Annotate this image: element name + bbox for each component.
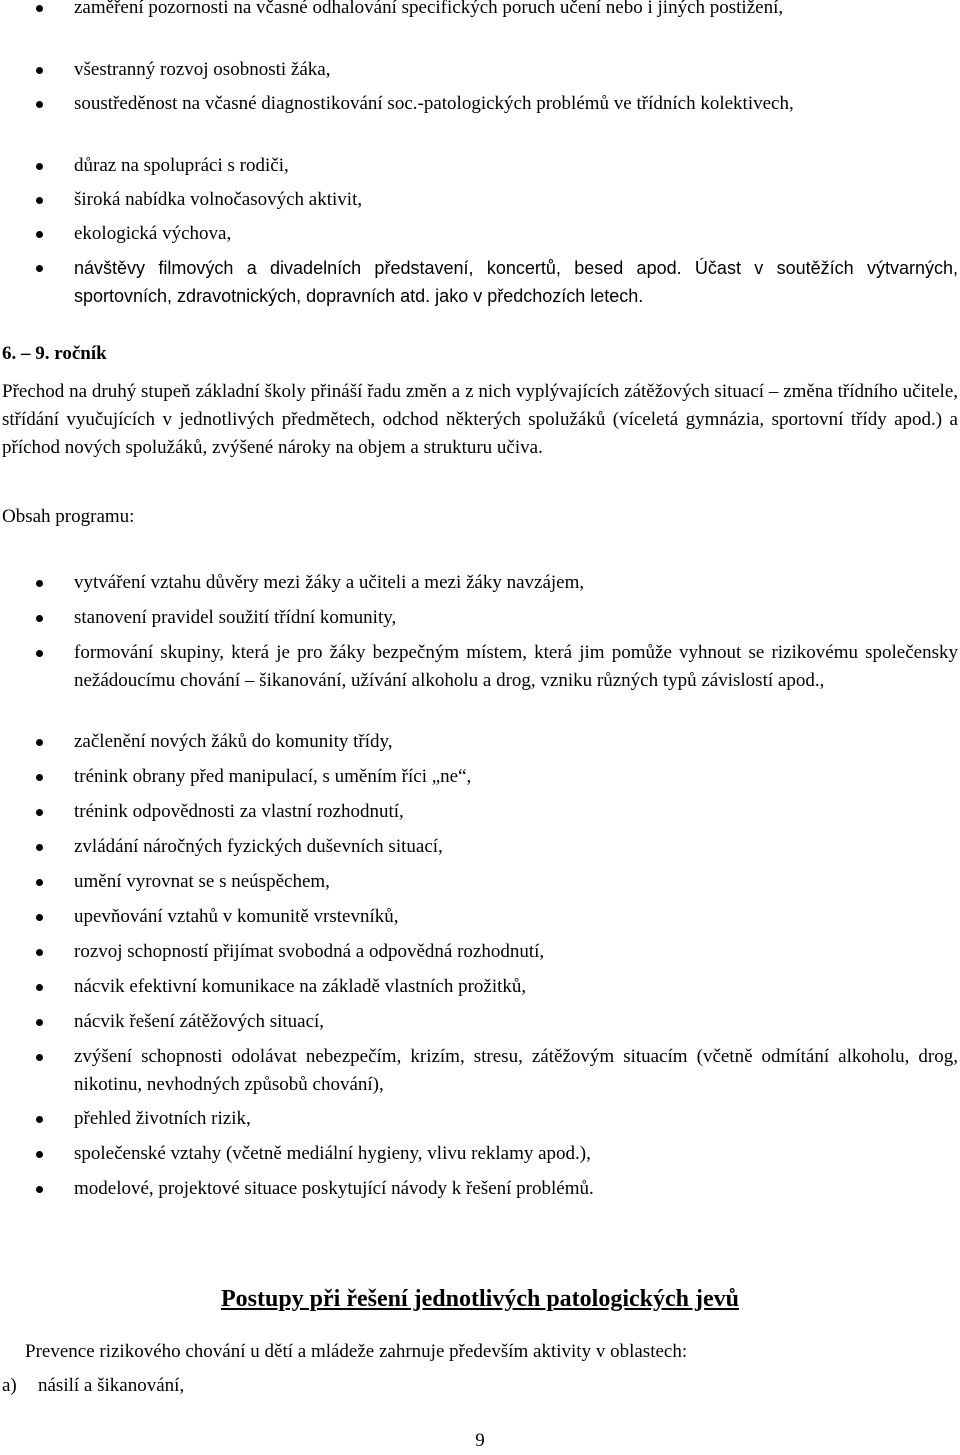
intro-paragraph: Přechod na druhý stupeň základní školy přináší řadu změn a z nich vyplývajících zátěžových situací – změna třídního učitele, střídání vyučujících v jednotlivých předmětech, odchod některých spolužáků (víceletá gymnázia, sportovní třídy apod.) a příchod nových spolužáků, zvýšené nároky na objem a strukturu učiva. (2, 381, 958, 458)
prevention-text: Prevence rizikového chování u dětí a mládeže zahrnuje především aktivity v oblastech: (25, 1341, 688, 1362)
list-item: umění vyrovnat se s neúspěchem, (0, 868, 960, 903)
bullet-icon (36, 1116, 43, 1123)
list-item: trénink odpovědnosti za vlastní rozhodnutí, (0, 798, 960, 833)
item-text: násilí a šikanování, (38, 1375, 185, 1396)
bullet-icon (36, 1186, 43, 1193)
list-item: ekologická výchova, (0, 220, 960, 254)
bullet-icon (36, 67, 43, 74)
list-item: stanovení pravidel soužití třídní komunity, (0, 604, 960, 639)
bullet-icon (36, 101, 43, 108)
bullet-icon (36, 5, 43, 12)
list-item: formování skupiny, která je pro žáky bezpečným místem, která jim pomůže vyhnout se rizikovému společensky nežádoucímu chování – šikanování, užívání alkoholu a drog, vzniku různých typů závislostí apod., (0, 639, 960, 728)
bullet-icon (36, 580, 43, 587)
bullet-icon (36, 231, 43, 238)
bullet-icon (36, 615, 43, 622)
list-item: návštěvy filmových a divadelních představení, koncertů, besed apod. Účast v soutěžích výtvarných, sportovních, zdravotnických, dopravních atd. jako v předchozích letech. (0, 254, 960, 316)
activities-list (0, 0, 960, 316)
item-label: a) (2, 1375, 17, 1396)
bullet-icon (36, 1054, 43, 1061)
list-item: všestranný rozvoj osobnosti žáka, (0, 56, 960, 90)
list-item: zaměření pozornosti na včasné odhalování specifických poruch učení nebo i jiných postižení, (0, 0, 960, 56)
list-item: důraz na spolupráci s rodiči, (0, 152, 960, 186)
bullet-icon (36, 879, 43, 886)
list-item: modelové, projektové situace poskytující návody k řešení problémů. (0, 1175, 960, 1210)
list-item: soustředěnost na včasné diagnostikování soc.-patologických problémů ve třídních kolektivech, (0, 90, 960, 152)
bullet-icon (36, 650, 43, 657)
program-label: Obsah programu: (2, 506, 135, 527)
list-item: široká nabídka volnočasových aktivit, (0, 186, 960, 220)
bullet-icon (36, 984, 43, 991)
bullet-icon (36, 739, 43, 746)
bullet-icon (36, 809, 43, 816)
list-item-a (2, 1372, 184, 1400)
list-item: rozvoj schopností přijímat svobodná a odpovědná rozhodnutí, (0, 938, 960, 973)
section-heading: 6. – 9. ročník (2, 343, 107, 364)
list-item: společenské vztahy (včetně mediální hygieny, vlivu reklamy apod.), (0, 1140, 960, 1175)
list-item: nácvik efektivní komunikace na základě vlastních prožitků, (0, 973, 960, 1008)
bullet-icon (36, 1151, 43, 1158)
bullet-icon (36, 949, 43, 956)
bullet-icon (36, 1019, 43, 1026)
list-item: přehled životních rizik, (0, 1105, 960, 1140)
bullet-icon (36, 844, 43, 851)
bullet-icon (36, 774, 43, 781)
list-item: upevňování vztahů v komunitě vrstevníků, (0, 903, 960, 938)
bullet-icon (36, 265, 43, 272)
bullet-icon (36, 914, 43, 921)
bullet-icon (36, 197, 43, 204)
list-item: nácvik řešení zátěžových situací, (0, 1008, 960, 1043)
bullet-icon (36, 163, 43, 170)
list-item: trénink obrany před manipulací, s uměním říci „ne“, (0, 763, 960, 798)
page-number: 9 (475, 1430, 485, 1451)
list-item: vytváření vztahu důvěry mezi žáky a učiteli a mezi žáky navzájem, (0, 569, 960, 604)
list-item: zvýšení schopnosti odolávat nebezpečím, krizím, stresu, zátěžovým situacím (včetně odmítání alkoholu, drog, nikotinu, nevhodných způsobů chování), (0, 1043, 960, 1105)
list-item: začlenění nových žáků do komunity třídy, (0, 728, 960, 763)
section-title: Postupy při řešení jednotlivých patologických jevů (220, 1286, 739, 1312)
program-list (0, 569, 960, 1210)
list-item: zvládání náročných fyzických duševních situací, (0, 833, 960, 868)
